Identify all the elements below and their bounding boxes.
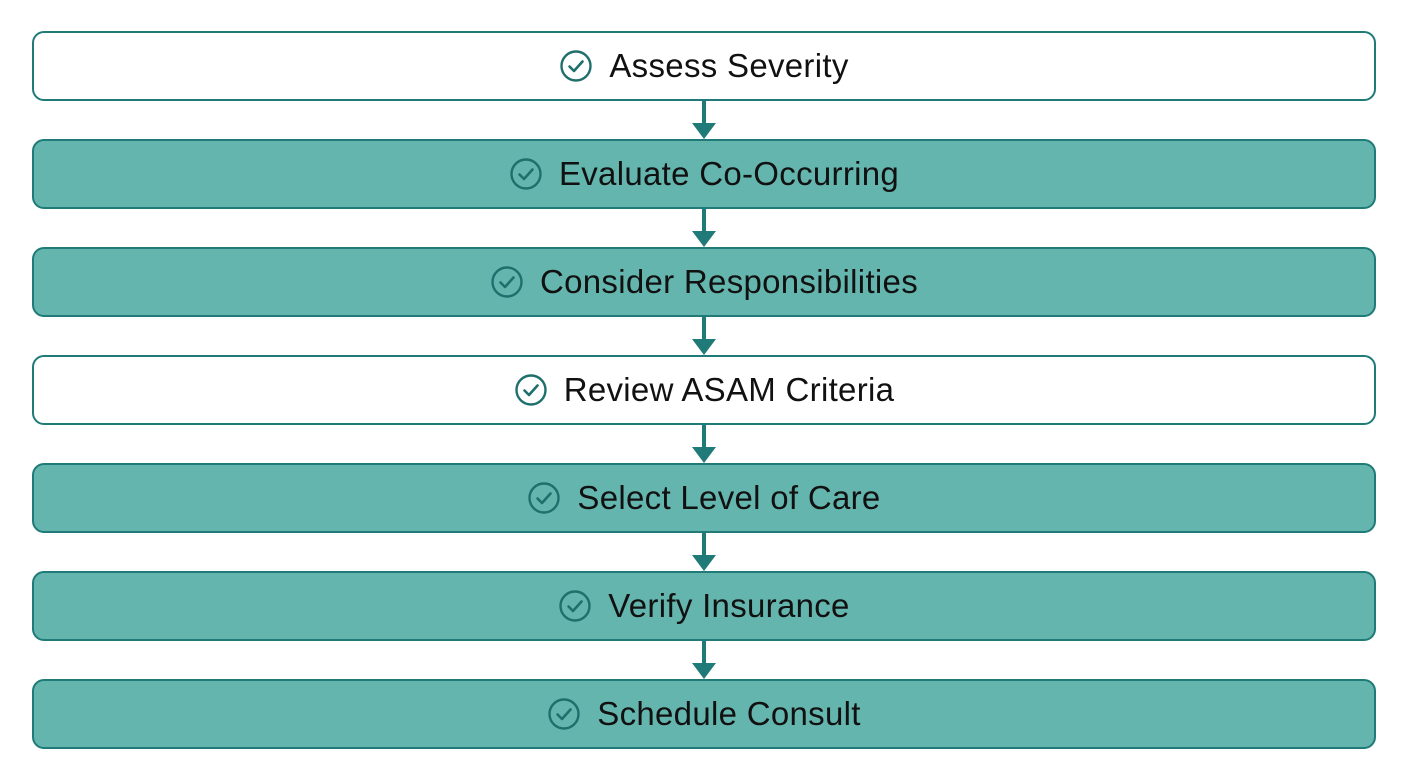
step-select-level-of-care <box>32 463 1376 533</box>
step-label: Assess Severity <box>609 47 849 84</box>
step-schedule-consult <box>32 679 1376 749</box>
step-consider-responsibilities <box>32 247 1376 317</box>
step-label: Evaluate Co-Occurring <box>558 155 900 192</box>
flow-arrow <box>32 533 1376 571</box>
check-circle-icon <box>490 265 524 299</box>
check-circle-icon <box>527 481 561 515</box>
step-assess-severity <box>32 31 1376 101</box>
arrow-down-icon <box>692 641 716 679</box>
step-label: Review ASAM Criteria <box>563 371 895 408</box>
flow-arrow <box>32 425 1376 463</box>
step-label: Schedule Consult <box>597 695 861 732</box>
flow-arrow <box>32 317 1376 355</box>
flow-arrow <box>32 101 1376 139</box>
check-circle-icon <box>547 697 581 731</box>
step-review-asam-criteria <box>32 355 1376 425</box>
step-label: Verify Insurance <box>608 587 850 624</box>
arrow-down-icon <box>692 209 716 247</box>
step-verify-insurance <box>32 571 1376 641</box>
flowchart <box>32 31 1376 749</box>
step-label: Consider Responsibilities <box>539 263 918 300</box>
flow-arrow <box>32 209 1376 247</box>
check-circle-icon <box>509 157 543 191</box>
check-circle-icon <box>558 589 592 623</box>
check-circle-icon <box>514 373 548 407</box>
check-circle-icon <box>559 49 593 83</box>
arrow-down-icon <box>692 101 716 139</box>
flow-arrow <box>32 641 1376 679</box>
arrow-down-icon <box>692 317 716 355</box>
step-evaluate-co-occurring <box>32 139 1376 209</box>
arrow-down-icon <box>692 425 716 463</box>
arrow-down-icon <box>692 533 716 571</box>
step-label: Select Level of Care <box>577 479 881 516</box>
